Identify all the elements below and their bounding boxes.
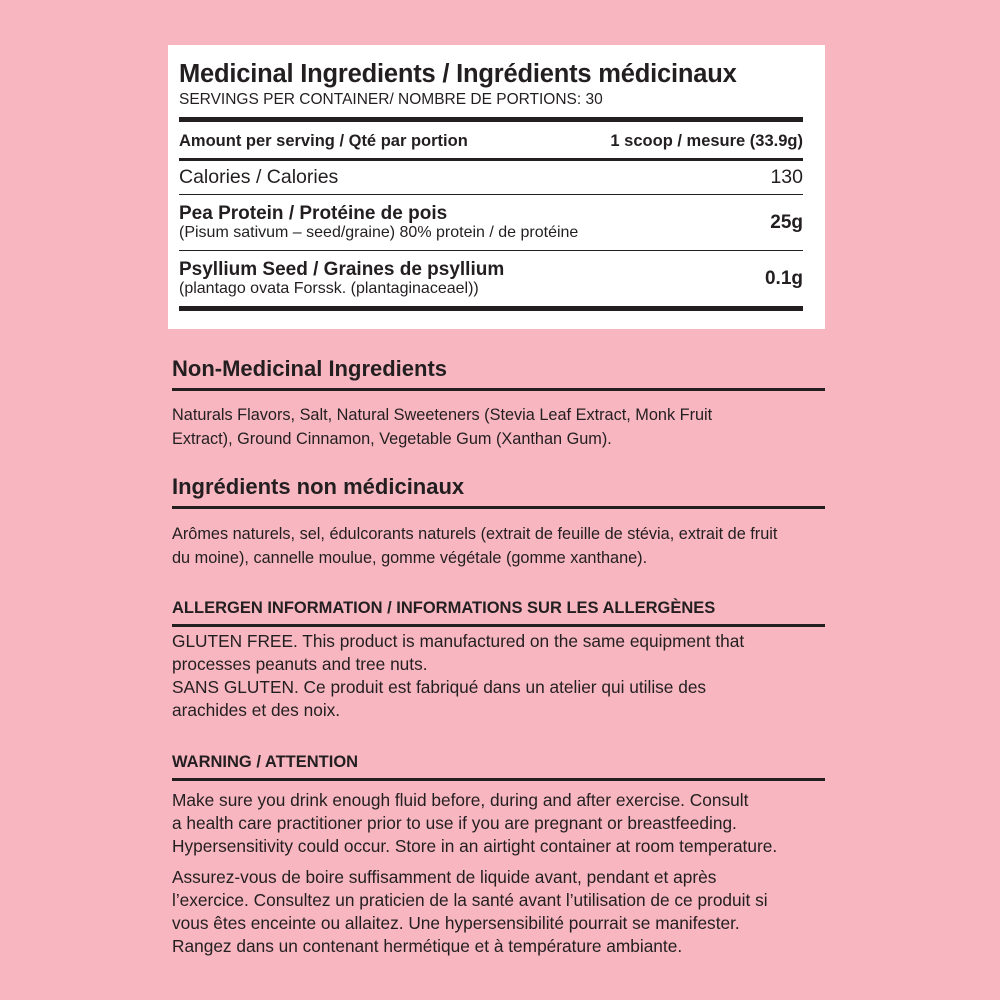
divider-thick [179, 306, 803, 311]
ingredient-amount: 25g [770, 211, 803, 233]
text-line: Arômes naturels, sel, édulcorants naturels (extrait de feuille de stévia, extrait de fruit [172, 525, 778, 543]
section-text [172, 630, 832, 722]
text-line: Make sure you drink enough fluid before, during and after exercise. Consult [172, 790, 749, 810]
ingredient-name: Pea Protein / Protéine de pois [179, 202, 448, 224]
text-line: a health care practitioner prior to use if you are pregnant or breastfeeding. [172, 813, 737, 833]
text-line: processes peanuts and tree nuts. [172, 654, 428, 674]
allergen-section [172, 598, 832, 722]
text-line: vous êtes enceinte ou allaitez. Une hypersensibilité pourrait se manifester. [172, 913, 740, 933]
ingredient-row [179, 195, 803, 250]
text-line: Naturals Flavors, Salt, Natural Sweeteners (Stevia Leaf Extract, Monk Fruit [172, 406, 713, 424]
text-line: arachides et des noix. [172, 700, 341, 720]
amount-value: 1 scoop / mesure (33.9g) [610, 131, 803, 150]
text-line: Assurez-vous de boire suffisamment de liquide avant, pendant et après [172, 867, 717, 887]
non-medicinal-fr-section [172, 474, 832, 570]
panel-title: Medicinal Ingredients / Ingrédients médicinaux [179, 60, 737, 88]
medicinal-ingredients-panel [168, 45, 825, 329]
ingredient-name: Psyllium Seed / Graines de psyllium [179, 258, 505, 280]
text-line: Hypersensitivity could occur. Store in an airtight container at room temperature. [172, 836, 778, 856]
amount-label: Amount per serving / Qté par portion [179, 131, 468, 150]
section-heading: WARNING / ATTENTION [172, 752, 825, 781]
ingredient-description: (Pisum sativum – seed/graine) 80% protein / de protéine [179, 223, 579, 241]
section-heading: ALLERGEN INFORMATION / INFORMATIONS SUR LES ALLERGÈNES [172, 598, 825, 627]
non-medicinal-section [172, 356, 832, 451]
text-line: GLUTEN FREE. This product is manufactured on the same equipment that [172, 631, 745, 651]
warning-text-en [172, 789, 832, 858]
text-line: Rangez dans un contenant hermétique et à température ambiante. [172, 936, 683, 956]
text-line: du moine), cannelle moulue, gomme végétale (gomme xanthane). [172, 548, 648, 567]
text-line: Extract), Ground Cinnamon, Vegetable Gum (Xanthan Gum). [172, 429, 612, 448]
section-text [172, 404, 832, 451]
calories-row [179, 161, 803, 194]
warning-text-fr [172, 866, 832, 958]
section-heading: Ingrédients non médicinaux [172, 474, 825, 509]
calories-label: Calories / Calories [179, 166, 339, 188]
amount-row [179, 122, 803, 158]
ingredient-description: (plantago ovata Forssk. (plantaginaceael)) [179, 279, 479, 297]
text-line: l’exercice. Consultez un praticien de la santé avant l’utilisation de ce produit si [172, 890, 768, 910]
section-heading: Non-Medicinal Ingredients [172, 356, 825, 391]
calories-value: 130 [770, 166, 803, 188]
ingredient-amount: 0.1g [764, 267, 803, 289]
section-text [172, 523, 832, 570]
text-line: SANS GLUTEN. Ce produit est fabriqué dans un atelier qui utilise des [172, 677, 707, 697]
servings-per-container: SERVINGS PER CONTAINER/ NOMBRE DE PORTIONS: 30 [179, 91, 603, 108]
warning-section [172, 752, 832, 958]
ingredient-row [179, 251, 803, 306]
